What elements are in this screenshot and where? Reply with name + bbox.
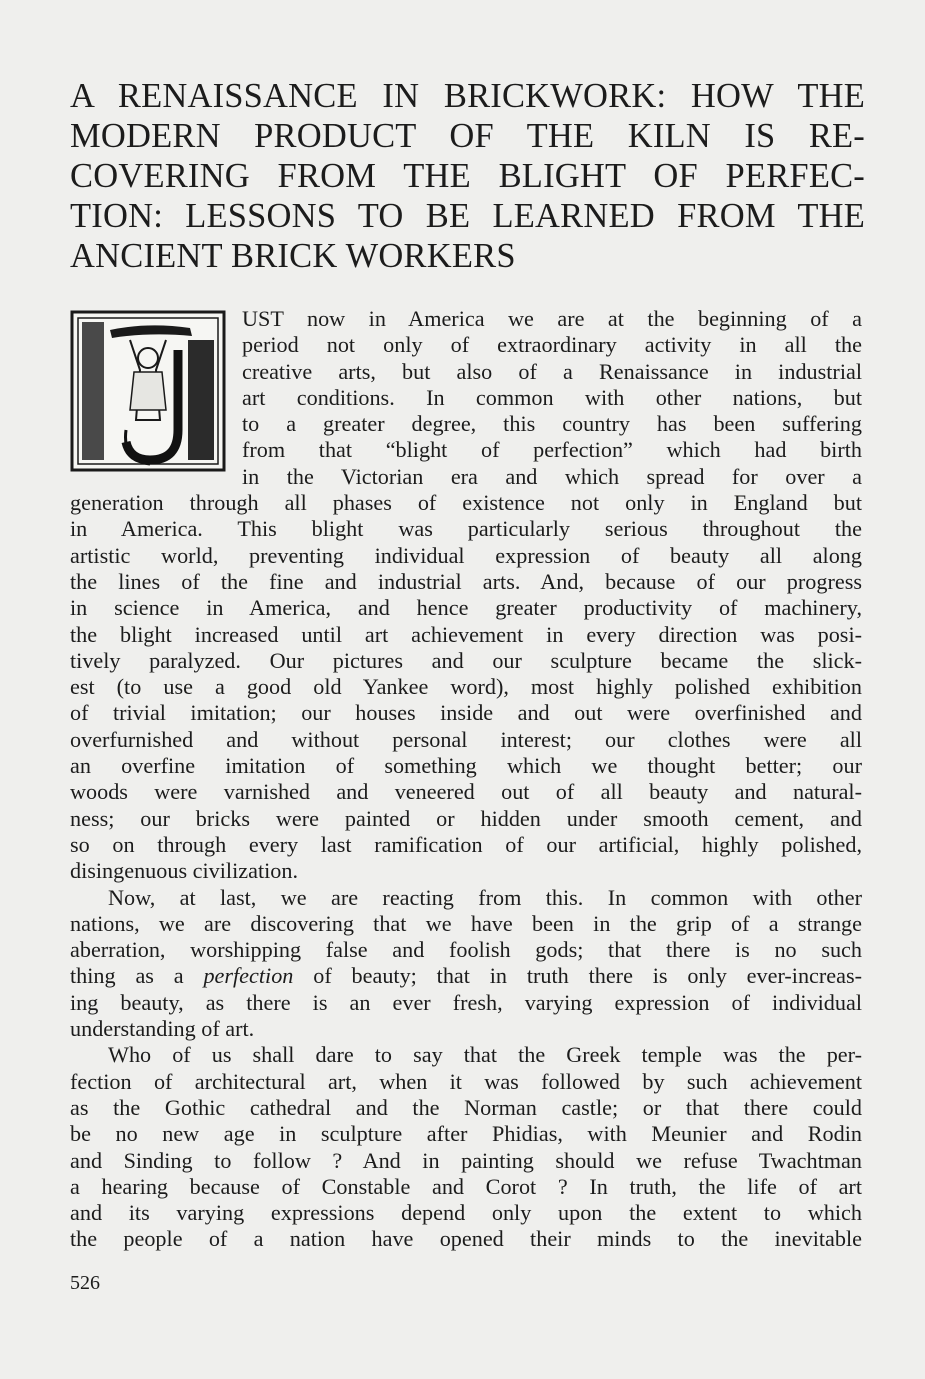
text-line: in science in America, and hence greater productivity of machinery, <box>70 595 862 621</box>
illustrated-initial-j-icon <box>70 310 226 474</box>
text-line: so on through every last ramification of our artificial, highly polished, <box>70 831 862 857</box>
text-line: as the Gothic cathedral and the Norman castle; or that there could <box>70 1094 862 1120</box>
text-line: a hearing because of Constable and Corot ? In truth, the life of art <box>70 1173 862 1199</box>
text-line: an overfine imitation of something which we thought better; our <box>70 753 862 779</box>
title-line: TION: LESSONS TO BE LEARNED FROM THE <box>70 197 865 235</box>
text-line: period not only of extraordinary activity in all the <box>242 332 862 358</box>
text-line: est (to use a good old Yankee word), most highly polished exhibition <box>70 674 862 700</box>
text-line: generation through all phases of existence not only in England but <box>70 490 862 516</box>
text-line: UST now in America we are at the beginning of a <box>242 306 862 331</box>
text-line: be no new age in sculpture after Phidias, with Meunier and Rodin <box>70 1121 862 1147</box>
text-line: to a greater degree, this country has been suffering <box>242 411 862 437</box>
text-line: and Sinding to follow ? And in painting should we refuse Twachtman <box>70 1147 862 1173</box>
text-line: ing beauty, as there is an ever fresh, varying expression of individual <box>70 989 862 1015</box>
text-line: art conditions. In common with other nations, but <box>242 384 862 410</box>
text-line: of trivial imitation; our houses inside and out were overfinished and <box>70 700 862 726</box>
text-line: the blight increased until art achievement in every direction was posi- <box>70 621 862 647</box>
emphasized-word: perfection <box>203 963 294 989</box>
text-line: creative arts, but also of a Renaissance in industrial <box>242 358 862 384</box>
text-line: tively paralyzed. Our pictures and our sculpture became the slick- <box>70 647 862 673</box>
title-line: ANCIENT BRICK WORKERS <box>70 237 516 275</box>
text-line: woods were varnished and veneered out of all beauty and natural- <box>70 779 862 805</box>
page-number: 526 <box>70 1272 100 1294</box>
text-line: aberration, worshipping false and foolish gods; that there is no such <box>70 937 862 963</box>
text-line: from that “blight of perfection” which had birth <box>242 437 862 463</box>
text-line: in America. This blight was particularly serious throughout the <box>70 516 862 542</box>
text-line: understanding of art. <box>70 1016 255 1042</box>
title-line: A RENAISSANCE IN BRICKWORK: HOW THE <box>70 77 865 115</box>
text-line: ness; our bricks were painted or hidden under smooth cement, and <box>70 805 862 831</box>
text-line: overfurnished and without personal interest; our clothes were all <box>70 726 862 752</box>
text-line: the people of a nation have opened their minds to the inevitable <box>70 1226 862 1252</box>
article-title <box>70 76 865 276</box>
text-line: Now, at last, we are reacting from this. In common with other <box>108 884 862 910</box>
text-line: disingenuous civilization. <box>70 858 299 884</box>
text-line: fection of architectural art, when it was followed by such achievement <box>70 1068 862 1094</box>
text-line: in the Victorian era and which spread for over a <box>242 463 862 489</box>
text-line <box>70 963 862 989</box>
text-line: Who of us shall dare to say that the Greek temple was the per- <box>108 1042 862 1068</box>
text-line: nations, we are discovering that we have been in the grip of a strange <box>70 910 862 936</box>
text-line: and its varying expressions depend only upon the extent to which <box>70 1200 862 1226</box>
title-line: COVERING FROM THE BLIGHT OF PERFEC- <box>70 157 865 195</box>
text-line: the lines of the fine and industrial arts. And, because of our progress <box>70 568 862 594</box>
title-line: MODERN PRODUCT OF THE KILN IS RE- <box>70 117 865 155</box>
text-segment: of beauty; that in truth there is only ever-increas- <box>293 963 862 989</box>
text-segment: thing as a <box>70 963 204 989</box>
text-line: artistic world, preventing individual expression of beauty all along <box>70 542 862 568</box>
article-body <box>70 306 862 1253</box>
